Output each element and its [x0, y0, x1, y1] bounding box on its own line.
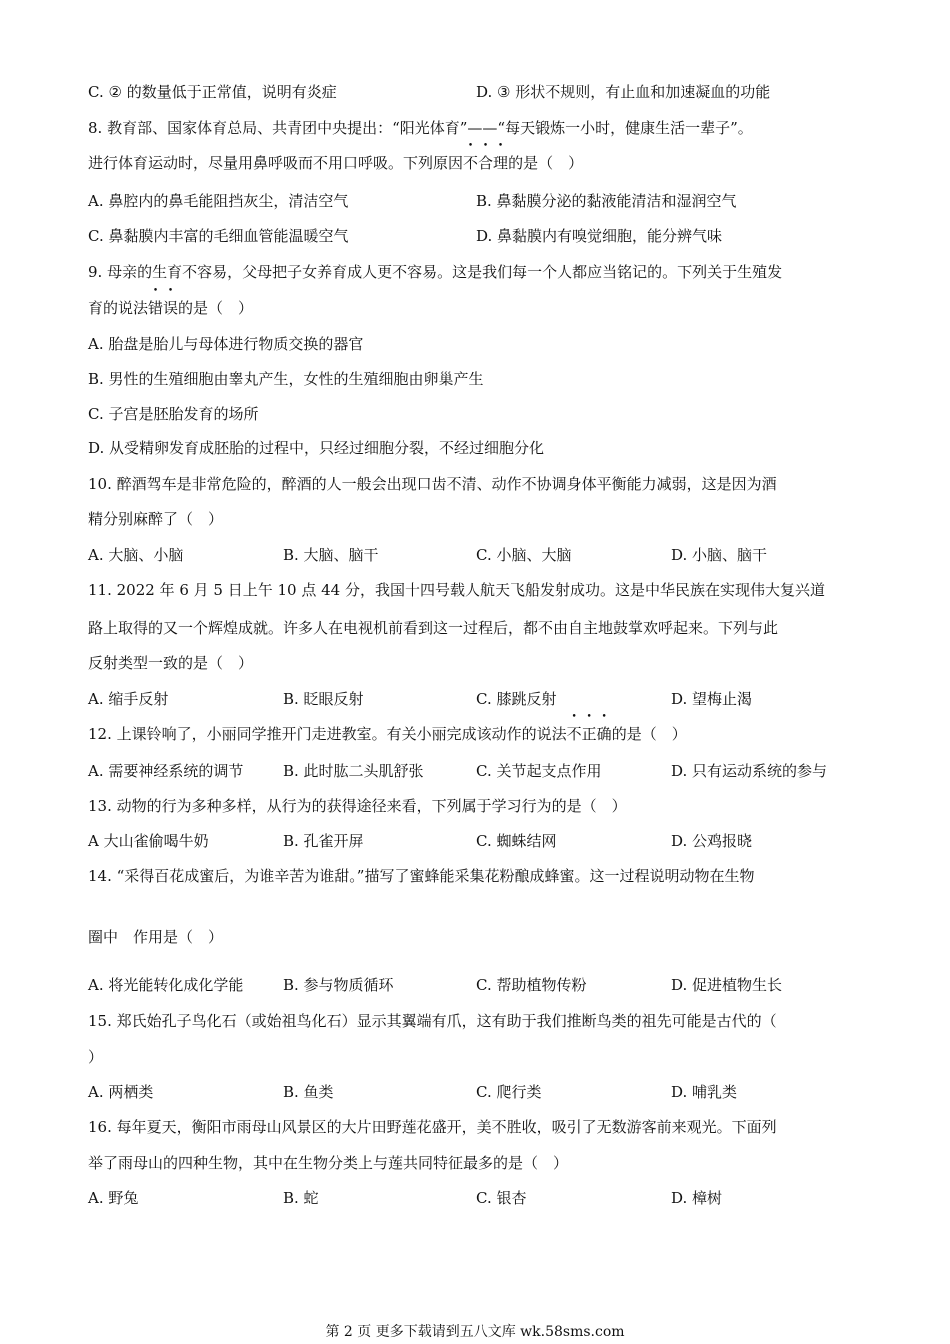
- q12-stem-text: 12. 上课铃响了，小丽同学推开门走进教室。有关小丽完成该动作的说法: [88, 725, 567, 743]
- emphasis-char: 不: [463, 154, 479, 172]
- page-footer: 第 2 页 更多下载请到五八文库 wk.58sms.com: [325, 1324, 625, 1340]
- q8-stem-line1: 8. 教育部、国家体育总局、共青团中央提出：“阳光体育”——“每天锻炼一小时，健康生活一辈子”。: [88, 119, 753, 137]
- q14-option-b: B. 参与物质循环: [283, 976, 394, 994]
- q12-option-d: D. 只有运动系统的参与: [671, 762, 828, 780]
- q16-option-b: B. 蛇: [283, 1189, 319, 1207]
- q13-option-d: D. 公鸡报晓: [671, 832, 753, 850]
- q8-option-a: A. 鼻腔内的鼻毛能阻挡灰尘，清洁空气: [88, 192, 349, 210]
- q14-stem-line1: 14. “采得百花成蜜后，为谁辛苦为谁甜。”描写了蜜蜂能采集花粉酿成蜂蜜。这一过程说明动物在生物: [88, 867, 755, 885]
- q11-stem-line3: 反射类型一致的是（ ）: [88, 654, 254, 672]
- q7-option-d: D. ③ 形状不规则，有止血和加速凝血的功能: [476, 83, 771, 101]
- q14-option-c: C. 帮助植物传粉: [476, 976, 587, 994]
- q14-option-a: A. 将光能转化成化学能: [88, 976, 244, 994]
- q9-option-d: D. 从受精卵发育成胚胎的过程中，只经过细胞分裂，不经过细胞分化: [88, 439, 545, 457]
- q8-stem-end: 的是（ ）: [508, 154, 584, 172]
- q11-option-c: C. 膝跳反射: [476, 690, 557, 708]
- q9-stem-text: 育的说法: [88, 299, 149, 317]
- q16-stem-line2: 举了雨母山的四种生物，其中在生物分类上与莲共同特征最多的是（ ）: [88, 1154, 569, 1172]
- q15-option-d: D. 哺乳类: [671, 1083, 738, 1101]
- emphasis-char: 不: [566, 725, 582, 743]
- q15-stem-line1: 15. 郑氏始孔子鸟化石（或始祖鸟化石）显示其翼端有爪，这有助于我们推断鸟类的祖先可能是古代的（: [88, 1012, 777, 1030]
- q13-option-b: B. 孔雀开屏: [283, 832, 364, 850]
- q11-stem-line2: 路上取得的又一个辉煌成就。许多人在电视机前看到这一过程后，都不由自主地鼓掌欢呼起来。下列与此: [88, 619, 779, 637]
- q10-option-b: B. 大脑、脑干: [283, 546, 379, 564]
- q13-stem: 13. 动物的行为多种多样，从行为的获得途径来看，下列属于学习行为的是（ ）: [88, 797, 627, 815]
- q11-option-b: B. 眨眼反射: [283, 690, 364, 708]
- q7-option-c: C. ② 的数量低于正常值，说明有炎症: [88, 83, 337, 101]
- emphasis-char: 确: [596, 725, 612, 743]
- q9-stem-end: 的是（ ）: [178, 299, 254, 317]
- q12-option-a: A. 需要神经系统的调节: [88, 762, 244, 780]
- emphasis-char: 错: [148, 299, 164, 317]
- q14-stem-line2: 圈中 作用是（ ）: [88, 928, 224, 946]
- emphasis-char: 理: [493, 154, 509, 172]
- q11-stem-line1: 11. 2022 年 6 月 5 日上午 10 点 44 分，我国十四号载人航天飞船发射成功。这是中华民族在实现伟大复兴道: [88, 581, 825, 599]
- q11-option-a: A. 缩手反射: [88, 690, 169, 708]
- emphasis-char: 合: [478, 154, 494, 172]
- q8-stem-line2: [88, 153, 862, 173]
- q9-option-b: B. 男性的生殖细胞由睾丸产生，女性的生殖细胞由卵巢产生: [88, 370, 484, 388]
- emphasis-char: 正: [581, 725, 597, 743]
- q9-option-a: A. 胎盘是胎儿与母体进行物质交换的器官: [88, 335, 364, 353]
- q13-option-a: A 大山雀偷喝牛奶: [88, 832, 209, 850]
- emphasis-char: 误: [163, 299, 179, 317]
- q9-stem-line2: [88, 298, 862, 318]
- q12-stem-end: 的是（ ）: [611, 725, 687, 743]
- q12-option-c: C. 关节起支点作用: [476, 762, 602, 780]
- q13-option-c: C. 蜘蛛结网: [476, 832, 557, 850]
- q15-stem-line2: ）: [88, 1048, 104, 1066]
- q12-option-b: B. 此时肱二头肌舒张: [283, 762, 424, 780]
- q10-stem-line1: 10. 醉酒驾车是非常危险的，醉酒的人一般会出现口齿不清、动作不协调身体平衡能力减弱，这是因为酒: [88, 475, 777, 493]
- q15-option-b: B. 鱼类: [283, 1083, 334, 1101]
- q9-stem-line1: 9. 母亲的生育不容易，父母把子女养育成人更不容易。这是我们每一个人都应当铭记的。下列关于生殖发: [88, 263, 783, 281]
- q16-option-d: D. 樟树: [671, 1189, 723, 1207]
- q8-option-c: C. 鼻黏膜内丰富的毛细血管能温暖空气: [88, 227, 349, 245]
- q10-stem-line2: 精分别麻醉了（ ）: [88, 510, 224, 528]
- q16-stem-line1: 16. 每年夏天，衡阳市雨母山风景区的大片田野莲花盛开，美不胜收，吸引了无数游客前来观光。下面列: [88, 1118, 777, 1136]
- q8-stem-text: 进行体育运动时，尽量用鼻呼吸而不用口呼吸。下列原因: [88, 154, 464, 172]
- q16-option-a: A. 野兔: [88, 1189, 139, 1207]
- q8-option-d: D. 鼻黏膜内有嗅觉细胞，能分辨气味: [476, 227, 723, 245]
- q10-option-a: A. 大脑、小脑: [88, 546, 184, 564]
- q10-option-d: D. 小脑、脑干: [671, 546, 768, 564]
- q10-option-c: C. 小脑、大脑: [476, 546, 572, 564]
- q14-option-d: D. 促进植物生长: [671, 976, 783, 994]
- q8-option-b: B. 鼻黏膜分泌的黏液能清洁和湿润空气: [476, 192, 737, 210]
- q15-option-a: A. 两栖类: [88, 1083, 154, 1101]
- q15-option-c: C. 爬行类: [476, 1083, 542, 1101]
- q12-stem: [88, 724, 862, 744]
- q11-option-d: D. 望梅止渴: [671, 690, 753, 708]
- q9-option-c: C. 子宫是胚胎发育的场所: [88, 405, 259, 423]
- q16-option-c: C. 银杏: [476, 1189, 527, 1207]
